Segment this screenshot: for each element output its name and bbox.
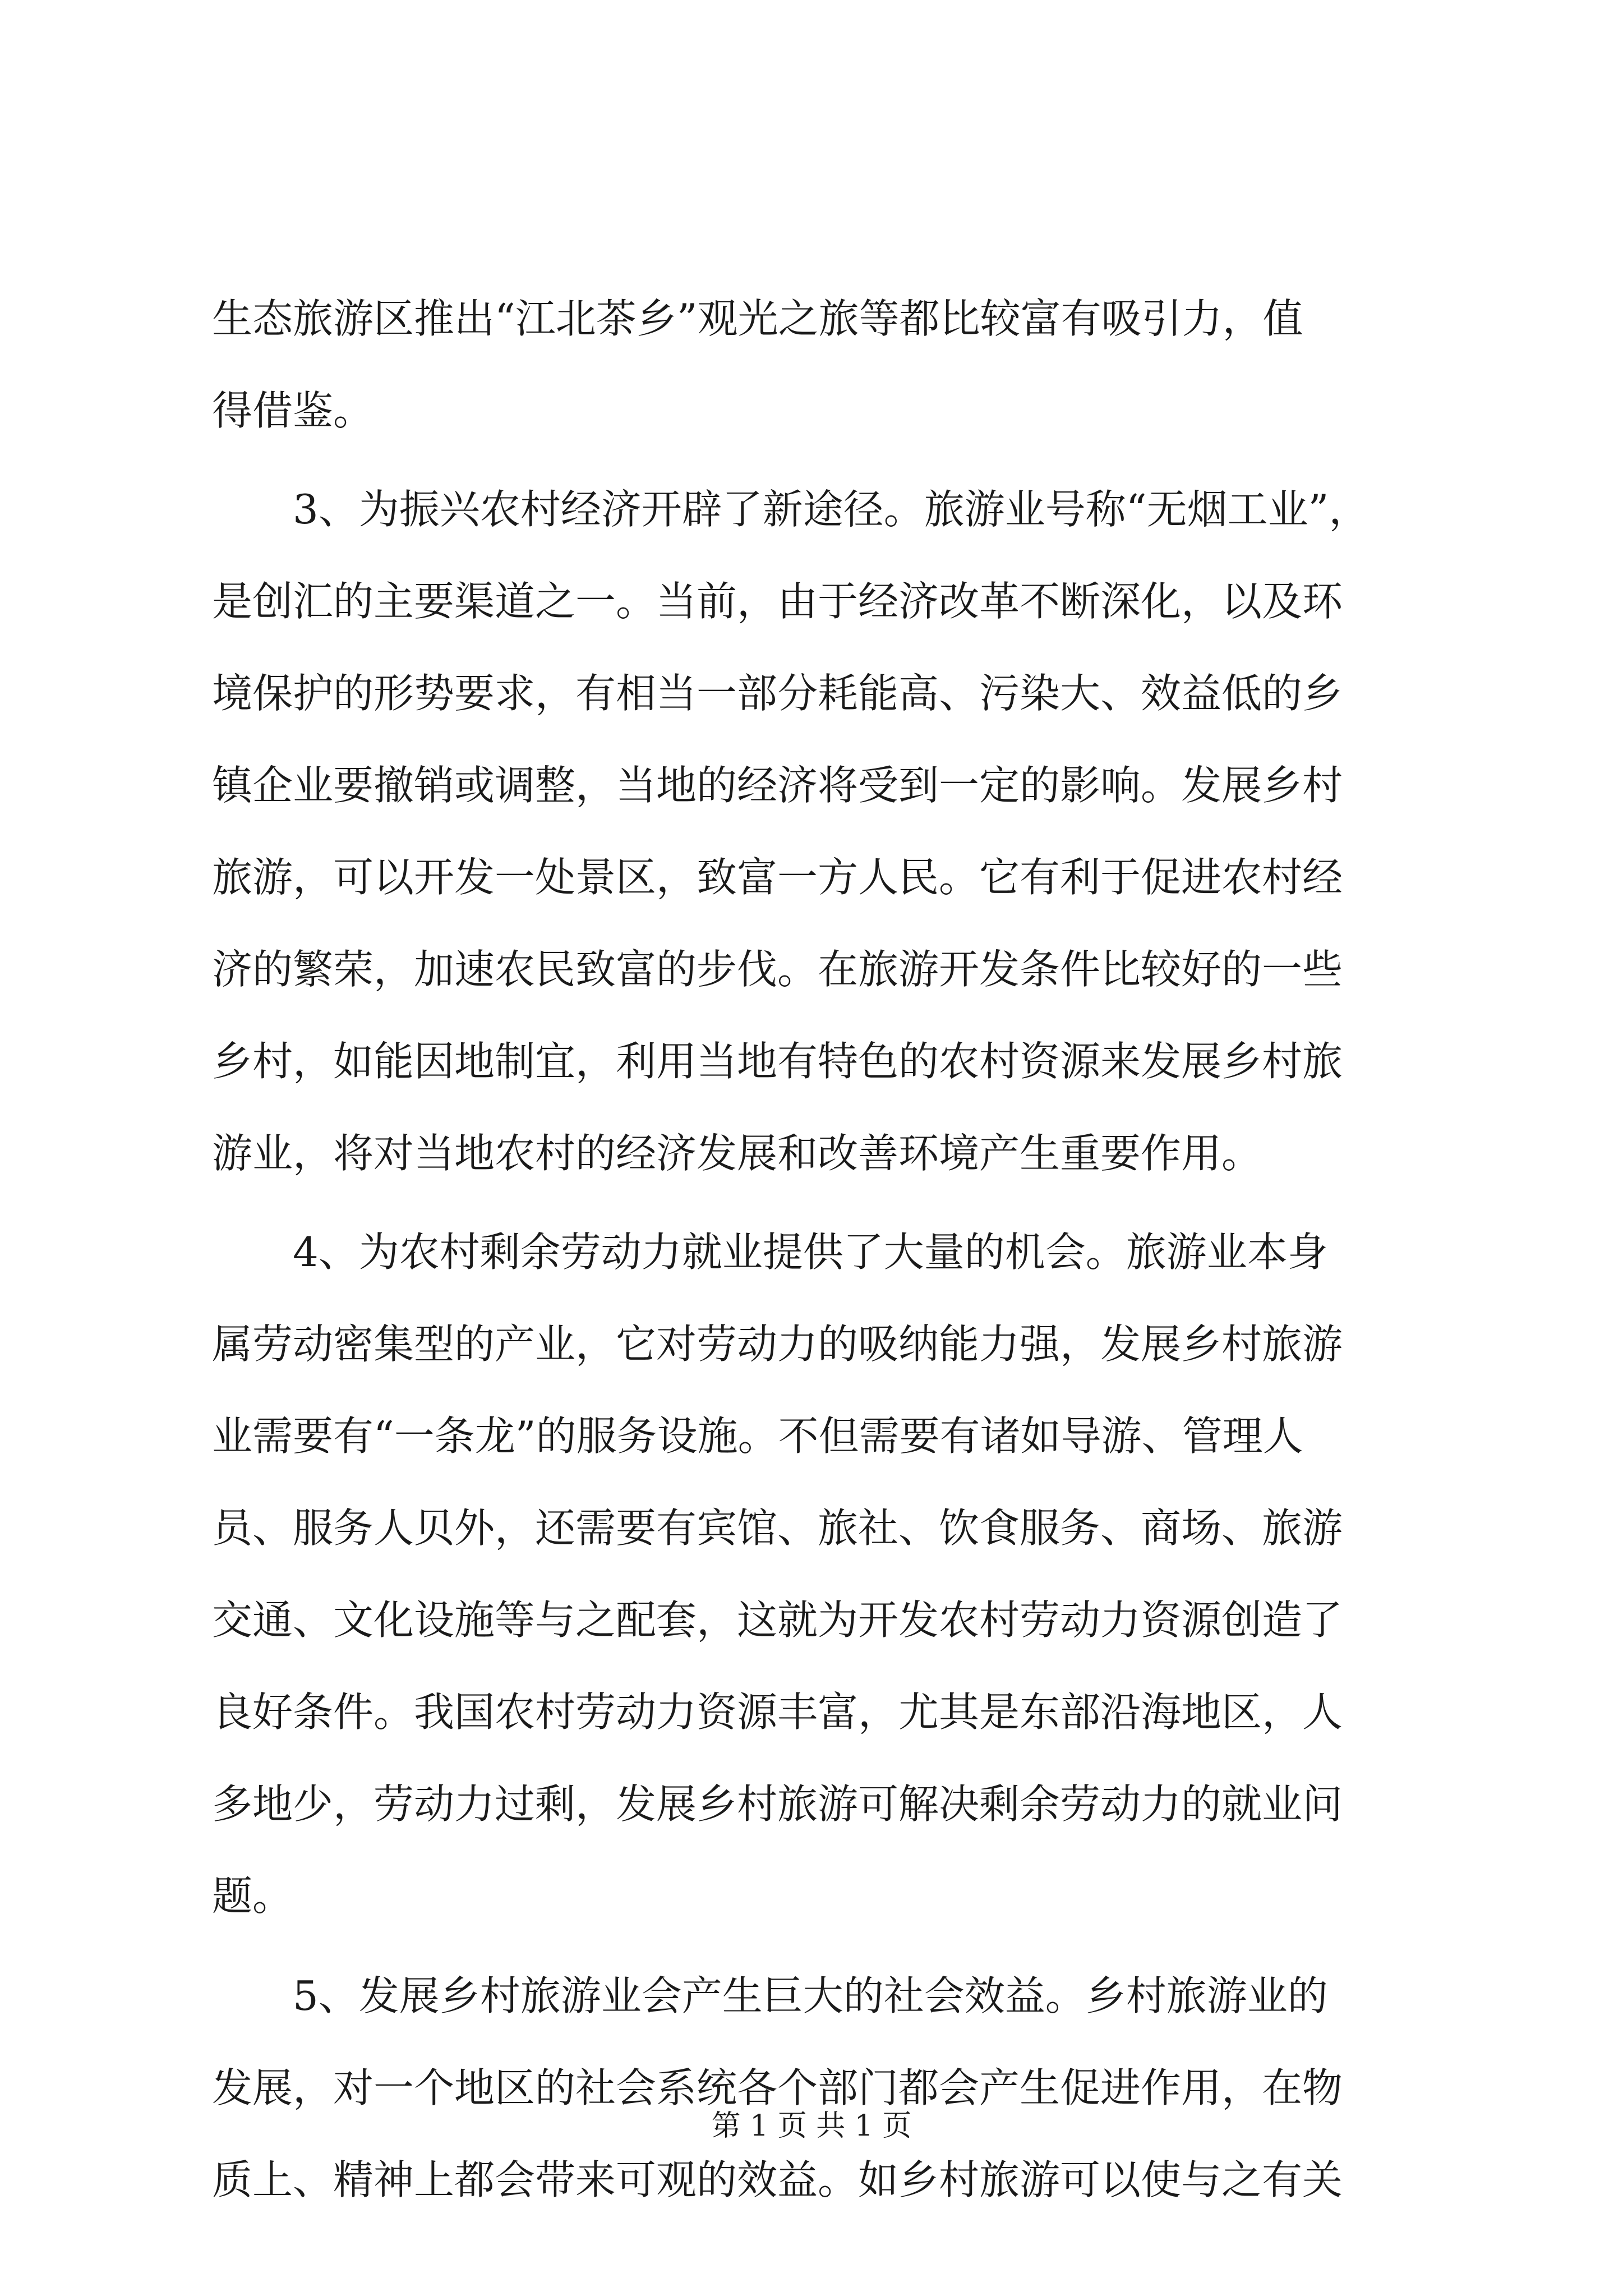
- text-line: 游业，将对当地农村的经济发展和改善环境产生重要作用。: [212, 1130, 1262, 1177]
- paragraph-4-heading-line: 4、为农村剩余劳动力就业提供了大量的机会。旅游业本身: [293, 1228, 1328, 1276]
- text-line: 良好条件。我国农村劳动力资源丰富，尤其是东部沿海地区，人: [212, 1688, 1343, 1736]
- text-line: 多地少，劳动力过剩，发展乡村旅游可解决剩余劳动力的就业问: [212, 1780, 1343, 1828]
- text-line: 旅游，可以开发一处景区，致富一方人民。它有利于促进农村经: [212, 854, 1343, 901]
- page-footer: 第 1 页 共 1 页: [711, 2109, 912, 2143]
- text-line: 业需要有“一条龙”的服务设施。不但需要有诸如导游、管理人: [212, 1412, 1303, 1460]
- text-line: 质上、精神上都会带来可观的效益。如乡村旅游可以使与之有关: [212, 2156, 1343, 2203]
- text-line: 属劳动密集型的产业，它对劳动力的吸纳能力强，发展乡村旅游: [212, 1320, 1343, 1368]
- paragraph-5-heading-line: 5、发展乡村旅游业会产生巨大的社会效益。乡村旅游业的: [293, 1972, 1328, 2019]
- text-line: 镇企业要撤销或调整，当地的经济将受到一定的影响。发展乡村: [212, 762, 1343, 809]
- text-line: 题。: [212, 1872, 293, 1920]
- text-line: 生态旅游区推出“江北茶乡”观光之旅等都比较富有吸引力，值: [212, 295, 1303, 342]
- paragraph-3-heading-line: 3、为振兴农村经济开辟了新途径。旅游业号称“无烟工业”，: [293, 486, 1370, 533]
- text-line: 交通、文化设施等与之配套，这就为开发农村劳动力资源创造了: [212, 1596, 1343, 1644]
- text-line: 济的繁荣，加速农民致富的步伐。在旅游开发条件比较好的一些: [212, 946, 1343, 993]
- text-line: 发展，对一个地区的社会系统各个部门都会产生促进作用，在物: [212, 2064, 1343, 2111]
- text-line: 是创汇的主要渠道之一。当前，由于经济改革不断深化，以及环: [212, 578, 1343, 625]
- text-line: 得借鉴。: [212, 387, 374, 434]
- text-line: 乡村，如能因地制宜，利用当地有特色的农村资源来发展乡村旅: [212, 1038, 1343, 1085]
- text-line: 境保护的形势要求，有相当一部分耗能高、污染大、效益低的乡: [212, 670, 1343, 717]
- text-line: 员、服务人贝外，还需要有宾馆、旅社、饮食服务、商场、旅游: [212, 1504, 1343, 1552]
